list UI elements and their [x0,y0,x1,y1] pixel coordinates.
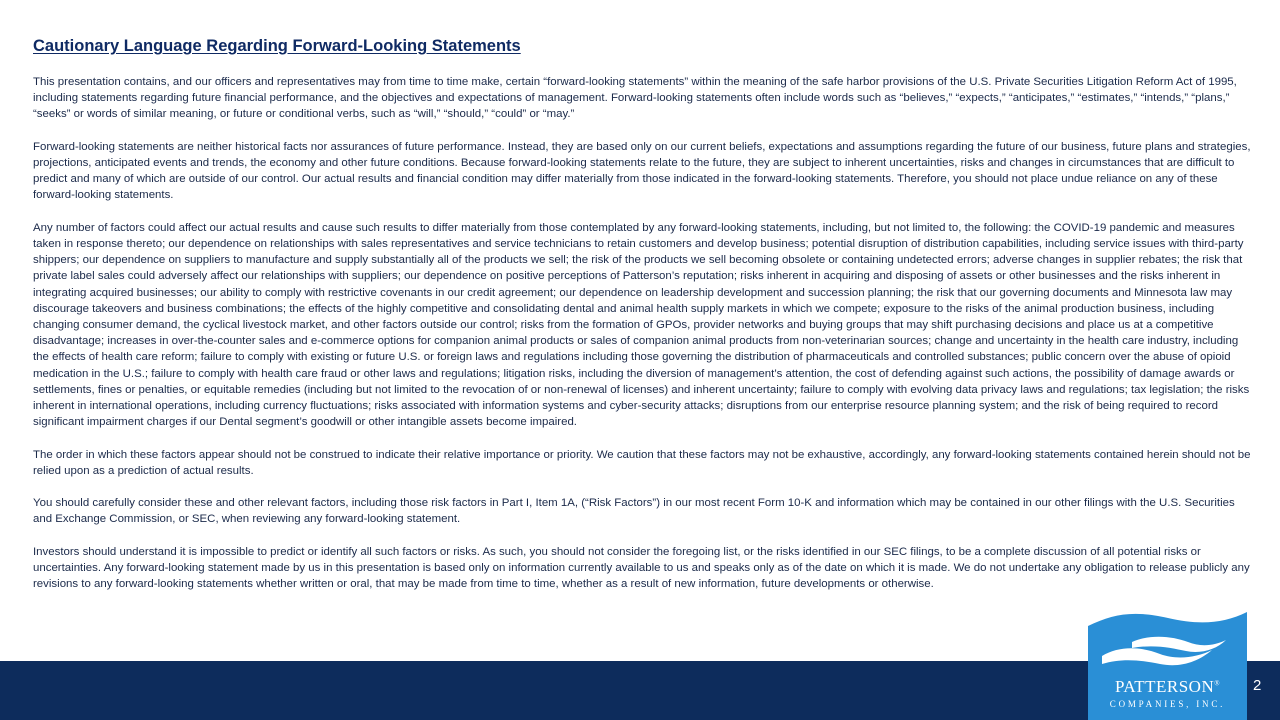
page-number: 2 [1253,677,1262,694]
patterson-logo [1088,612,1247,720]
paragraph-risk-factors: Any number of factors could affect our actual results and cause such results to differ materially from those contemplated by any forward-looking statements, including, but not limited to, the following: the COVID-19 pandemic and measures taken in response thereto; our dependence on relationships with sales representatives and service technicians to retain customers and develop business; potential disruption of distribution capabilities, including service issues with third-party shippers; our dependence on suppliers to manufacture and supply substantially all of the products we sell; the risk of the products we sell becoming obsolete or containing undetected errors; adverse changes in supplier rebates; the risk that private label sales could adversely affect our relationships with suppliers; our dependence on positive perceptions of Patterson’s reputation; risks inherent in acquiring and disposing of assets or other businesses and the risks inherent in integrating acquired businesses; our ability to comply with restrictive covenants in our credit agreement; our dependence on leadership development and succession planning; the risk that our governing documents and Minnesota law may discourage takeovers and business combinations; the effects of the highly competitive and consolidating dental and animal health supply markets in which we compete; exposure to the risks of the animal production business, including changing consumer demand, the cyclical livestock market, and other factors outside our control; risks from the formation of GPOs, provider networks and buying groups that may shift purchasing decisions and place us at a competitive disadvantage; increases in over-the-counter sales and e-commerce options for companion animal products or sales of companion animal products from non-veterinarian sources; change and uncertainty in the health care industry, including the effects of health care reform; failure to comply with existing or future U.S. or foreign laws and regulations including those governing the distribution of pharmaceuticals and controlled substances; public concern over the abuse of opioid medication in the U.S.; failure to comply with health care fraud or other laws and regulations; litigation risks, including the diversion of management’s attention, the cost of defending against such actions, the possibility of damage awards or settlements, fines or penalties, or equitable remedies (including but not limited to the revocation of or non-renewal of licenses) and inherent uncertainty; failure to comply with evolving data privacy laws and regulations; tax legislation; the risks inherent in international operations, including currency fluctuations; risks associated with information systems and cyber-security attacks; disruptions from our enterprise resource planning system; and the risk of being required to record significant impairment charges if our Dental segment’s goodwill or other intangible assets become impaired. [33,221,1250,429]
paragraph-consider-filings: You should carefully consider these and other relevant factors, including those risk factors in Part I, Item 1A, (“Risk Factors”) in our most recent Form 10-K and information which may be contained in our other filings with the U.S. Securities and Exchange Commission, or SEC, when reviewing any forward-looking statement. [33,497,1235,526]
logo-name-text: PATTERSON [1114,677,1215,696]
paragraph-not-historical-facts: Forward-looking statements are neither historical facts nor assurances of future performance. Instead, they are based only on our current beliefs, expectations and assumptions regarding the future of our business, future plans and strategies, projections, anticipated events and trends, the economy and other future conditions. Because forward-looking statements relate to the future, they are subject to inherent uncertainties, risks and changes in circumstances that are difficult to predict and many of which are outside of our control. Our actual results and financial condition may differ materially from those indicated in the forward-looking statements. Therefore, you should not place undue reliance on any of these forward-looking statements. [33,140,1251,202]
logo-registered-mark: ® [1214,679,1221,688]
paragraph-order-of-factors: The order in which these factors appear should not be construed to indicate their relative importance or priority. We caution that these factors may not be exhaustive, accordingly, any forward-looking statements contained herein should not be relied upon as a prediction of actual results. [33,448,1251,477]
slide-body [33,74,1251,609]
logo-subtitle: COMPANIES, INC. [1109,699,1226,709]
paragraph-safe-harbor: This presentation contains, and our officers and representatives may from time to time make, certain “forward-looking statements” within the meaning of the safe harbor provisions of the U.S. Private Securities Litigation Reform Act of 1995, including statements regarding future financial performance, and the objectives and expectations of management. Forward-looking statements often include words such as “believes,” “expects,” “anticipates,” “estimates,” “intends,” “plans,” “seeks” or words of similar meaning, or future or conditional verbs, such as “will,” “should,” “could” or “may.” [33,76,1237,121]
logo-name [1088,677,1247,697]
paragraph-no-obligation: Investors should understand it is impossible to predict or identify all such factors or risks. As such, you should not consider the foregoing list, or the risks identified in our SEC filings, to be a complete discussion of all potential risks or uncertainties. Any forward-looking statement made by us in this presentation is based only on information currently available to us and speaks only as of the date on which it is made. We do not undertake any obligation to release publicly any revisions to any forward-looking statements whether written or oral, that may be made from time to time, whether as a result of new information, future developments or otherwise. [33,545,1250,591]
slide-title: Cautionary Language Regarding Forward-Looking Statements [33,37,521,55]
